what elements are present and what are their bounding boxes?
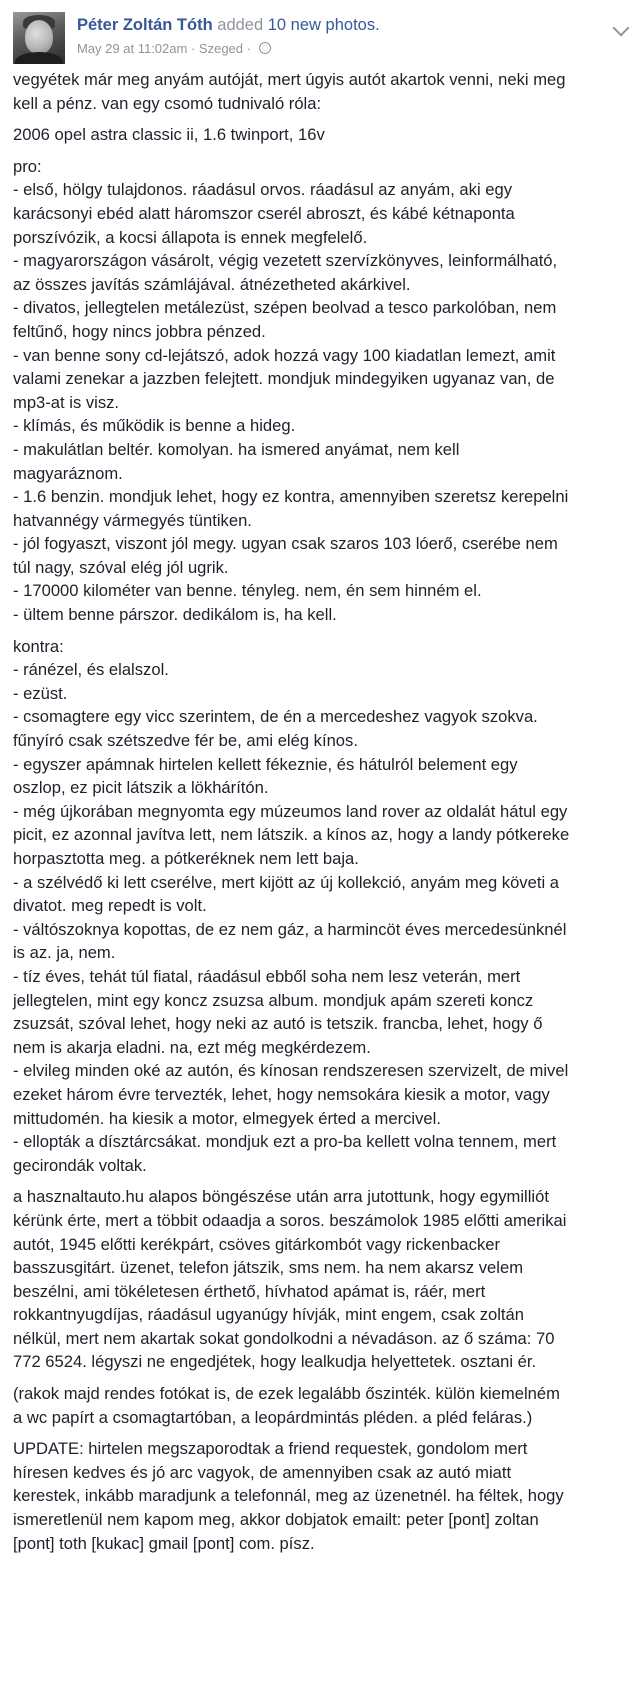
post-text-line: - elvileg minden oké az autón, és kínosan rendszeresen szervizelt, de mivel bbox=[13, 1061, 569, 1081]
post-text-line: zsuzsát, szóval lehet, hogy neki az autó is tetszik. francba, lehet, hogy ő bbox=[13, 1014, 543, 1034]
post-text-line: ismeretlenül nem kapom meg, akkor dobjatok emailt: peter [pont] zoltan bbox=[13, 1510, 539, 1530]
post-text-line: - a szélvédő ki lett cserélve, mert kijött az új kollekció, anyám meg követi a bbox=[13, 872, 559, 892]
post-text-line: oszlop, ez picit látszik a lökhárítón. bbox=[13, 778, 269, 798]
post-text-line: - ránézel, és elalszol. bbox=[13, 660, 169, 680]
separator: · bbox=[246, 41, 251, 56]
post-text-line: mittudomén. ha kiesik a motor, elmegyek érted a mercivel. bbox=[13, 1108, 441, 1128]
post-text-line: nem is akarja eladni. na, ezt még megkérdezem. bbox=[13, 1037, 371, 1057]
post-text-line: kérünk érte, mert a többit odaadja a soros. beszámolok 1985 előtti amerikai bbox=[13, 1210, 567, 1230]
avatar[interactable] bbox=[13, 12, 65, 64]
post-text-line: a hasznaltauto.hu alapos böngészése után arra jutottunk, hogy egymilliót bbox=[13, 1187, 549, 1207]
post-paragraph bbox=[13, 123, 633, 147]
post-text-line: túl nagy, szóval elég jól ugrik. bbox=[13, 557, 229, 577]
post-text-line: - 170000 kilométer van benne. tényleg. nem, én sem hinném el. bbox=[13, 581, 482, 601]
photo-count-link[interactable]: 10 new photos. bbox=[267, 16, 380, 34]
post-text-line: [pont] toth [kukac] gmail [pont] com. písz. bbox=[13, 1533, 315, 1553]
post-text-line: gecirondák voltak. bbox=[13, 1155, 147, 1175]
post-text-line: 772 6524. légyszi ne engedjétek, hogy lealkudja helyettetek. osztani ér. bbox=[13, 1352, 537, 1372]
post-text-line: kontra: bbox=[13, 636, 64, 656]
post-text-line: pro: bbox=[13, 156, 42, 176]
post-text-line: - ültem benne párszor. dedikálom is, ha kell. bbox=[13, 605, 337, 625]
post-text-line: UPDATE: hirtelen megszaporodtak a friend requestek, gondolom mert bbox=[13, 1439, 528, 1459]
post-text-line: a wc papírt a csomagtartóban, a leopárdmintás pléden. a pléd feláras.) bbox=[13, 1407, 533, 1427]
post-text-line: kell a pénz. van egy csomó tudnivaló róla: bbox=[13, 93, 322, 113]
post-text-line: fűnyíró csak szétszedve fér be, ami elég kínos. bbox=[13, 731, 358, 751]
post-text-line: az összes javítás számlájával. átnézetheted akárkivel. bbox=[13, 274, 411, 294]
post-meta bbox=[77, 14, 591, 58]
post-text-line: basszusgitárt. üzenet, telefon játszik, sms nem. ha nem akarsz velem bbox=[13, 1258, 524, 1278]
post-body bbox=[13, 68, 633, 1563]
location-link[interactable]: Szeged bbox=[198, 41, 244, 56]
post-text-line: picit, ez azonnal javítva lett, nem látszik. a kínos az, hogy a landy pótkereke bbox=[13, 825, 570, 845]
post-text-line: - első, hölgy tulajdonos. ráadásul orvos. ráadásul az anyám, aki egy bbox=[13, 180, 513, 200]
post-text-line: beszélni, ami tökéletesen érthető, hívhatod apámat is, ráér, mert bbox=[13, 1281, 486, 1301]
post-paragraph bbox=[13, 155, 633, 627]
post-subline bbox=[77, 40, 591, 58]
post-paragraph bbox=[13, 1382, 633, 1429]
post-text-line: - váltószoknya kopottas, de ez nem gáz, a harmincöt éves mercedesünknél bbox=[13, 919, 567, 939]
post-text-line: valami zenekar a jazzben felejtett. mondjuk mindegyiken ugyanaz van, de bbox=[13, 369, 555, 389]
post-timestamp[interactable]: May 29 at 11:02am bbox=[77, 41, 188, 56]
post-text-line: - klímás, és működik is benne a hideg. bbox=[13, 416, 296, 436]
post-text-line: porszívózik, a kocsi állapota is ennek megfelelő. bbox=[13, 227, 368, 247]
post-text-line: horpasztotta meg. a pótkeréknek nem lett baja. bbox=[13, 849, 359, 868]
post-text-line: - magyarországon vásárolt, végig vezetett szervízkönyves, leinformálható, bbox=[13, 251, 558, 271]
post-text-line: divatot. meg repedt is volt. bbox=[13, 896, 207, 916]
post-text-line: - ellopták a dísztárcsákat. mondjuk ezt a pro-ba kellett volna tennem, mert bbox=[13, 1132, 557, 1152]
added-text: added bbox=[217, 16, 264, 34]
post-text-line: nélkül, mert nem akartak sokat gondolkodni a névadáson. az ő száma: 70 bbox=[13, 1328, 555, 1348]
post-text-line: is az. ja, nem. bbox=[13, 943, 116, 963]
post-text-line: hatvannégy vármegyés tüntiken. bbox=[13, 510, 252, 530]
post-text-line: mp3-at is visz. bbox=[13, 392, 120, 412]
separator: · bbox=[190, 41, 196, 56]
post-text-line: karácsonyi ebéd alatt háromszor cserél abroszt, és kábé kétnaponta bbox=[13, 203, 515, 223]
post-text-line: - makulátlan beltér. komolyan. ha ismered anyámat, nem kell bbox=[13, 439, 460, 459]
chevron-down-icon[interactable] bbox=[613, 20, 630, 37]
post-paragraph bbox=[13, 635, 633, 1178]
post-text-line: vegyétek már meg anyám autóját, mert úgyis autót akartok venni, neki meg bbox=[13, 70, 566, 89]
globe-icon[interactable] bbox=[259, 42, 271, 54]
post-headline bbox=[77, 14, 591, 36]
post-text-line: - ezüst. bbox=[13, 683, 68, 703]
post-text-line: jellegtelen, mint egy koncz zsuzsa album. mondjuk apám szereti koncz bbox=[13, 990, 534, 1010]
post-text-line: - még újkorában megnyomta egy múzeumos land rover az oldalát hátul egy bbox=[13, 801, 568, 821]
post-text-line: - jól fogyaszt, viszont jól megy. ugyan csak szaros 103 lóerő, cserébe nem bbox=[13, 534, 558, 554]
post-text-line: - tíz éves, tehát túl fiatal, ráadásul ebből soha nem lesz veterán, mert bbox=[13, 966, 521, 986]
post-text-line: híresen kedves és jó arc vagyok, de amennyiben csak az autó miatt bbox=[13, 1462, 512, 1482]
post-text-line: - egyszer apámnak hirtelen kellett fékeznie, és hátulról belement egy bbox=[13, 754, 518, 774]
post-text-line: - divatos, jellegtelen metálezüst, szépen beolvad a tesco parkolóban, nem bbox=[13, 298, 557, 318]
post-paragraph bbox=[13, 68, 633, 115]
post-paragraph bbox=[13, 1185, 633, 1374]
post-text-line: 2006 opel astra classic ii, 1.6 twinport, 16v bbox=[13, 125, 325, 145]
post-text-line: - van benne sony cd-lejátszó, adok hozzá vagy 100 kiadatlan lemezt, amit bbox=[13, 345, 556, 365]
post-text-line: - csomagtere egy vicc szerintem, de én a mercedeshez vagyok szokva. bbox=[13, 707, 538, 727]
post-text-line: rokkantnyugdíjas, ráadásul ugyanúgy hívják, mint engem, csak zoltán bbox=[13, 1305, 525, 1325]
post-text-line: kerestek, inkább maradjunk a telefonnál, meg az üzenetnél. ha féltek, hogy bbox=[13, 1486, 564, 1506]
post-text-line: - 1.6 benzin. mondjuk lehet, hogy ez kontra, amennyiben szeretsz kerepelni bbox=[13, 487, 569, 507]
post-text-line: magyaráznom. bbox=[13, 463, 123, 483]
post-paragraph bbox=[13, 1437, 633, 1555]
post-text-line: feltűnő, hogy nincs jobbra pénzed. bbox=[13, 321, 266, 341]
post-text-line: autót, 1945 előtti kerékpárt, csöves gitárkombót vagy rickenbacker bbox=[13, 1234, 500, 1254]
post-text-line: (rakok majd rendes fotókat is, de ezek legalább őszinték. külön kiemelném bbox=[13, 1384, 560, 1404]
author-name-link[interactable]: Péter Zoltán Tóth bbox=[77, 16, 213, 34]
post-text-line: ezeket három évre tervezték, lehet, hogy nemsokára kiesik a motor, vagy bbox=[13, 1084, 550, 1104]
